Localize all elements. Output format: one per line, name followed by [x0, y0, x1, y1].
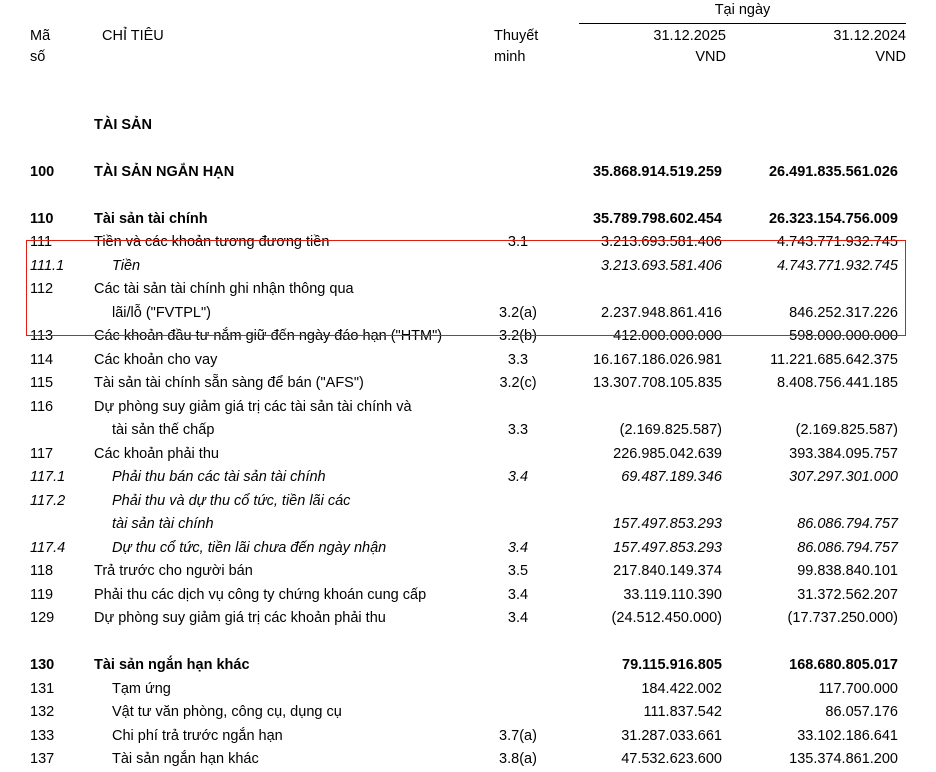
table-row — [26, 654, 906, 678]
cell-v2: 598.000.000.000 — [789, 328, 898, 344]
cell-v1: 226.985.042.639 — [613, 445, 722, 462]
cell-note: 3.3 — [507, 422, 529, 438]
cell-label: Các tài sản tài chính ghi nhận thông qua — [94, 281, 354, 297]
cell-v2: 11.221.685.642.375 — [770, 351, 898, 368]
cell-v2 — [730, 490, 906, 514]
cell-label: TÀI SẢN NGẮN HẠN — [94, 163, 235, 180]
cell-v1: 2.237.948.861.416 — [601, 304, 722, 321]
cell-v1 — [552, 490, 730, 514]
cell-label: tài sản tài chính — [112, 516, 214, 532]
table-row — [26, 349, 906, 373]
table-row — [26, 748, 906, 772]
table-row — [26, 490, 906, 514]
cell-v2: 26.491.835.561.026 — [768, 163, 898, 180]
cell-label: Các khoản đầu tư nắm giữ đến ngày đáo hạn ("HTM") — [94, 328, 443, 344]
header-period-1-date: 31.12.2025 — [653, 28, 726, 44]
table-row — [26, 302, 906, 326]
header-code-line2: số — [30, 49, 46, 65]
spacer-row — [26, 631, 906, 655]
cell-code: 117.2 — [30, 492, 66, 509]
table-row — [26, 231, 906, 255]
cell-v2: 4.743.771.932.745 — [777, 257, 898, 274]
cell-code: 117.4 — [30, 539, 66, 556]
cell-v1: 35.789.798.602.454 — [592, 210, 722, 227]
table-row — [26, 607, 906, 631]
cell-v2: 99.838.840.101 — [797, 563, 898, 579]
cell-code: 113 — [30, 328, 54, 344]
header-rule — [579, 23, 906, 24]
table-row — [26, 678, 906, 702]
table-row — [26, 255, 906, 279]
cell-v2: 86.086.794.757 — [797, 539, 898, 556]
cell-v1: 31.287.033.661 — [621, 727, 722, 744]
cell-code: 132 — [30, 704, 55, 720]
cell-note: 3.7(a) — [499, 727, 537, 744]
cell-v2: 26.323.154.756.009 — [768, 210, 898, 227]
table-row — [26, 560, 906, 584]
cell-note — [484, 443, 552, 467]
table-row — [26, 725, 906, 749]
cell-v1: 3.213.693.581.406 — [601, 234, 722, 250]
cell-label: Tài sản tài chính sẵn sàng để bán ("AFS") — [94, 375, 364, 391]
cell-v2: 33.102.186.641 — [797, 727, 898, 744]
header-period-2-currency: VND — [875, 49, 906, 65]
cell-v2: 4.743.771.932.745 — [777, 234, 898, 250]
cell-label: Phải thu và dự thu cổ tức, tiền lãi các — [112, 492, 351, 509]
cell-label: Trả trước cho người bán — [94, 563, 253, 579]
header-at-date: Tại ngày — [714, 2, 771, 18]
cell-label: tài sản thế chấp — [112, 422, 215, 438]
cell-v2: (17.737.250.000) — [787, 610, 898, 626]
cell-label: Dự thu cổ tức, tiền lãi chưa đến ngày nhận — [112, 539, 387, 556]
cell-v2 — [730, 278, 906, 302]
table-body — [26, 90, 906, 772]
table-row — [26, 537, 906, 561]
cell-label: Tài sản ngắn hạn khác — [112, 751, 259, 767]
cell-v1: 412.000.000.000 — [613, 328, 722, 344]
cell-note — [484, 396, 552, 420]
cell-v1: 157.497.853.293 — [613, 516, 722, 532]
cell-code: 137 — [30, 751, 55, 767]
cell-label: Các khoản cho vay — [94, 351, 218, 368]
cell-note: 3.2(c) — [499, 375, 537, 391]
financial-table — [26, 90, 906, 772]
cell-v1: (2.169.825.587) — [619, 422, 722, 438]
cell-note: 3.1 — [507, 234, 529, 250]
table-row — [26, 701, 906, 725]
cell-code: 131 — [30, 680, 55, 697]
cell-note: 3.2(b) — [499, 328, 537, 344]
cell-v2: 31.372.562.207 — [797, 586, 898, 603]
cell-v2: 8.408.756.441.185 — [777, 375, 898, 391]
cell-code: 130 — [30, 657, 55, 673]
cell-code: 129 — [30, 610, 55, 626]
cell-code: 118 — [30, 563, 54, 579]
cell-label: Tài sản ngắn hạn khác — [94, 657, 250, 673]
cell-note — [484, 161, 552, 185]
header-code-column — [30, 26, 50, 68]
cell-note: 3.2(a) — [499, 304, 537, 321]
spacer-row — [26, 137, 906, 161]
cell-note: 3.4 — [507, 586, 529, 603]
cell-label: Vật tư văn phòng, công cụ, dụng cụ — [112, 704, 342, 720]
cell-v1: 69.487.189.346 — [621, 469, 722, 485]
cell-note: 3.4 — [507, 539, 529, 556]
table-row — [26, 278, 906, 302]
cell-v1: 35.868.914.519.259 — [592, 163, 722, 180]
cell-code: 100 — [30, 163, 55, 180]
cell-note — [484, 490, 552, 514]
table-row — [26, 443, 906, 467]
cell-note — [484, 513, 552, 537]
cell-v1: 184.422.002 — [641, 680, 722, 697]
table-row — [26, 208, 906, 232]
cell-code: 133 — [30, 727, 55, 744]
header-note-column — [494, 26, 538, 68]
cell-note — [484, 255, 552, 279]
cell-v1: 79.115.916.805 — [622, 657, 722, 673]
cell-v2: 86.086.794.757 — [797, 516, 898, 532]
table-row — [26, 466, 906, 490]
section-title: TÀI SẢN — [94, 116, 152, 133]
header-period-2 — [726, 26, 906, 68]
cell-v1: (24.512.450.000) — [611, 610, 722, 626]
cell-code — [26, 513, 84, 537]
table-row — [26, 419, 906, 443]
header-note-line1: Thuyết — [494, 28, 539, 44]
cell-v2: 135.374.861.200 — [789, 751, 898, 767]
cell-note: 3.3 — [507, 351, 529, 368]
cell-label: Tiền — [112, 257, 141, 274]
cell-v1: 16.167.186.026.981 — [592, 351, 722, 368]
cell-v2: 846.252.317.226 — [789, 304, 898, 321]
header-note-line2: minh — [494, 49, 526, 65]
cell-v2: 117.700.000 — [818, 680, 898, 697]
cell-v2: 393.384.095.757 — [789, 445, 898, 462]
cell-note — [484, 208, 552, 232]
cell-v2 — [730, 396, 906, 420]
cell-code: 119 — [30, 586, 54, 603]
spacer-row — [26, 90, 906, 114]
cell-code: 117.1 — [30, 469, 66, 485]
cell-v1: 157.497.853.293 — [613, 539, 722, 556]
cell-note — [484, 654, 552, 678]
cell-label: Dự phòng suy giảm giá trị các khoản phải thu — [94, 610, 386, 626]
section-title-row — [26, 114, 906, 138]
cell-label: Chi phí trả trước ngắn hạn — [112, 727, 283, 744]
cell-code: 111.1 — [30, 257, 65, 274]
header-period-1 — [546, 26, 726, 68]
table-row — [26, 396, 906, 420]
table-row — [26, 584, 906, 608]
cell-code — [26, 302, 84, 326]
cell-code: 112 — [30, 281, 54, 297]
spacer-row — [26, 184, 906, 208]
cell-label: Dự phòng suy giảm giá trị các tài sản tài chính và — [94, 398, 412, 415]
cell-note — [484, 701, 552, 725]
cell-v1: 13.307.708.105.835 — [592, 375, 722, 391]
cell-v2: (2.169.825.587) — [795, 422, 898, 438]
cell-v1 — [552, 278, 730, 302]
header-code-line1: Mã — [30, 28, 51, 44]
cell-v1: 217.840.149.374 — [613, 563, 722, 579]
cell-note: 3.4 — [507, 469, 529, 485]
cell-v1: 111.837.542 — [643, 704, 722, 720]
cell-code — [26, 419, 84, 443]
cell-v2: 168.680.805.017 — [789, 657, 898, 673]
cell-v2: 86.057.176 — [825, 704, 898, 720]
cell-v1: 47.532.623.600 — [621, 751, 722, 767]
cell-code: 110 — [30, 210, 54, 227]
cell-v1 — [552, 396, 730, 420]
cell-code: 111 — [30, 234, 53, 250]
cell-label: Tài sản tài chính — [94, 210, 208, 227]
cell-label: Tạm ứng — [112, 680, 171, 697]
cell-note: 3.4 — [507, 610, 529, 626]
cell-note: 3.5 — [507, 563, 529, 579]
table-row — [26, 372, 906, 396]
header-period-1-currency: VND — [695, 49, 726, 65]
cell-label: Tiền và các khoản tương đương tiền — [94, 234, 330, 250]
cell-note: 3.8(a) — [499, 751, 537, 767]
cell-label: Phải thu các dịch vụ công ty chứng khoán cung cấp — [94, 586, 427, 603]
header-label-column: CHỈ TIÊU — [102, 28, 164, 44]
cell-code: 116 — [30, 398, 54, 415]
table-header — [26, 0, 906, 86]
cell-label: Các khoản phải thu — [94, 445, 219, 462]
cell-code: 115 — [30, 375, 54, 391]
table-row — [26, 161, 906, 185]
cell-note — [484, 278, 552, 302]
cell-label: Phải thu bán các tài sản tài chính — [112, 469, 326, 485]
cell-v1: 33.119.110.390 — [623, 586, 722, 603]
table-row — [26, 325, 906, 349]
header-period-2-date: 31.12.2024 — [833, 28, 906, 44]
table-row — [26, 513, 906, 537]
cell-note — [484, 678, 552, 702]
cell-v2: 307.297.301.000 — [789, 469, 898, 485]
cell-code: 117 — [30, 445, 54, 462]
cell-v1: 3.213.693.581.406 — [601, 257, 722, 274]
cell-label: lãi/lỗ ("FVTPL") — [112, 304, 211, 321]
cell-code: 114 — [30, 351, 54, 368]
